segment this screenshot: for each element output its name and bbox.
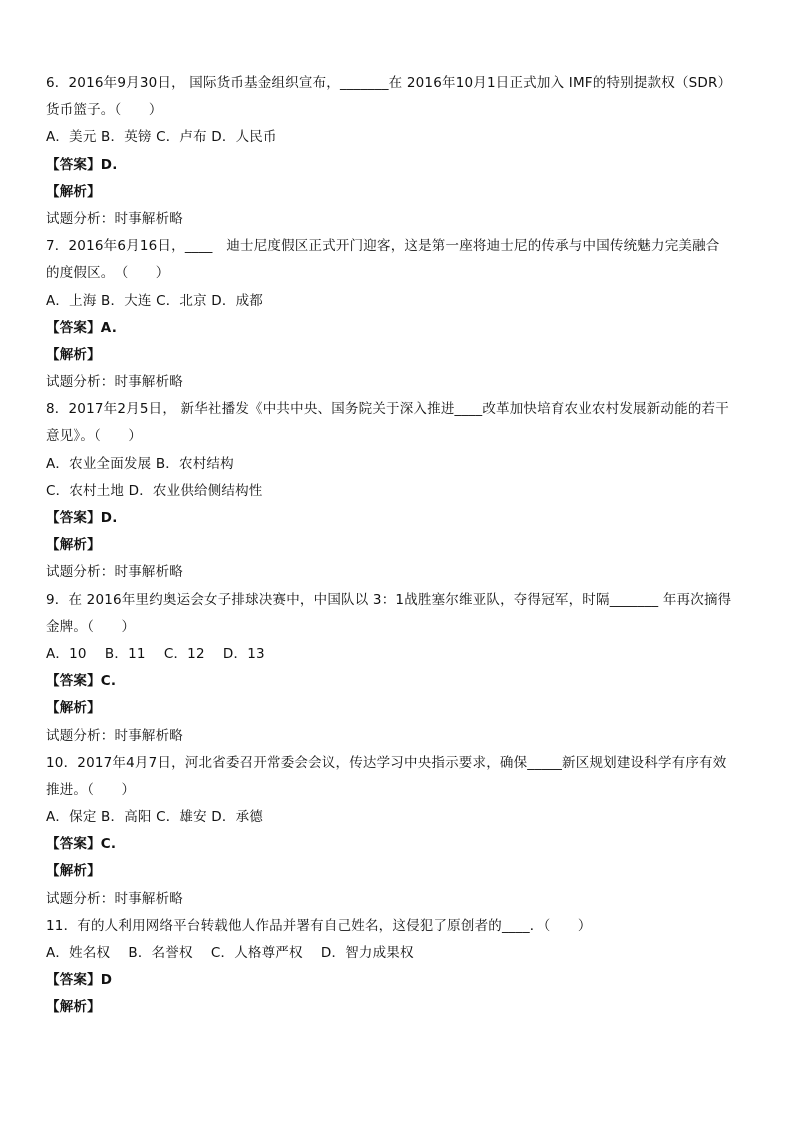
analysis-label: 【解析】 xyxy=(46,999,101,1016)
explanation-text: 试题分析：时事解析略 xyxy=(46,374,183,391)
question-stem-line: 金牌。（ ） xyxy=(46,618,136,635)
question-10 xyxy=(46,750,758,913)
question-options: A．保定 B．高阳 C．雄安 D．承德 xyxy=(46,809,263,826)
question-stem-line: 6．2016年9月30日， 国际货币基金组织宣布，_______在 2016年10月1日正式加入 IMF的特别提款权（SDR） xyxy=(46,75,732,91)
question-stem-line: 货币篮子。（ ） xyxy=(46,102,163,119)
answer-label: 【答案】C. xyxy=(46,836,117,853)
explanation-text: 试题分析：时事解析略 xyxy=(46,890,183,907)
question-stem-line: 10．2017年4月7日，河北省委召开常委会会议，传达学习中央指示要求，确保_____新区规划建设科学有序有效 xyxy=(46,754,727,771)
question-options: A．美元 B．英镑 C．卢布 D．人民币 xyxy=(46,129,277,146)
analysis-label: 【解析】 xyxy=(46,183,101,200)
question-stem-line: 意见》。（ ） xyxy=(46,428,143,445)
answer-label: 【答案】C. xyxy=(46,673,117,690)
analysis-label: 【解析】 xyxy=(46,700,101,717)
question-9 xyxy=(46,587,758,750)
question-11 xyxy=(46,913,758,1022)
question-stem-line: 11．有的人利用网络平台转载他人作品并署有自己姓名，这侵犯了原创者的____．（ ） xyxy=(46,917,592,934)
answer-label: 【答案】D xyxy=(46,972,113,989)
explanation-text: 试题分析：时事解析略 xyxy=(46,564,183,581)
question-6 xyxy=(46,70,758,233)
question-options: A．农业全面发展 B．农村结构 xyxy=(46,455,234,472)
question-8 xyxy=(46,396,758,586)
question-stem-line: 的度假区。 （ ） xyxy=(46,265,170,282)
question-7 xyxy=(46,233,758,396)
analysis-label: 【解析】 xyxy=(46,346,101,363)
question-stem-line: 推进。（ ） xyxy=(46,781,136,798)
question-options: C．农村土地 D．农业供给侧结构性 xyxy=(46,482,263,499)
answer-label: 【答案】D. xyxy=(46,156,118,173)
question-stem-line: 9．在 2016年里约奥运会女子排球决赛中，中国队以 3：1战胜塞尔维亚队，夺得冠军，时隔_______ 年再次摘得 xyxy=(46,591,732,608)
question-options: A．上海 B．大连 C．北京 D．成都 xyxy=(46,292,263,309)
question-list xyxy=(46,70,758,1022)
explanation-text: 试题分析：时事解析略 xyxy=(46,727,183,744)
analysis-label: 【解析】 xyxy=(46,863,101,880)
explanation-text: 试题分析：时事解析略 xyxy=(46,210,183,227)
answer-label: 【答案】A. xyxy=(46,319,118,336)
question-options: A．10 B．11 C．12 D．13 xyxy=(46,645,265,662)
question-stem-line: 7．2016年6月16日，____ 迪士尼度假区正式开门迎客，这是第一座将迪士尼的传承与中国传统魅力完美融合 xyxy=(46,238,720,255)
analysis-label: 【解析】 xyxy=(46,537,101,554)
question-options: A．姓名权 B．名誉权 C．人格尊严权 D．智力成果权 xyxy=(46,945,414,961)
answer-label: 【答案】D. xyxy=(46,510,118,526)
question-stem-line: 8．2017年2月5日， 新华社播发《中共中央、国务院关于深入推进____改革加快培育农业农村发展新动能的若干 xyxy=(46,401,729,418)
